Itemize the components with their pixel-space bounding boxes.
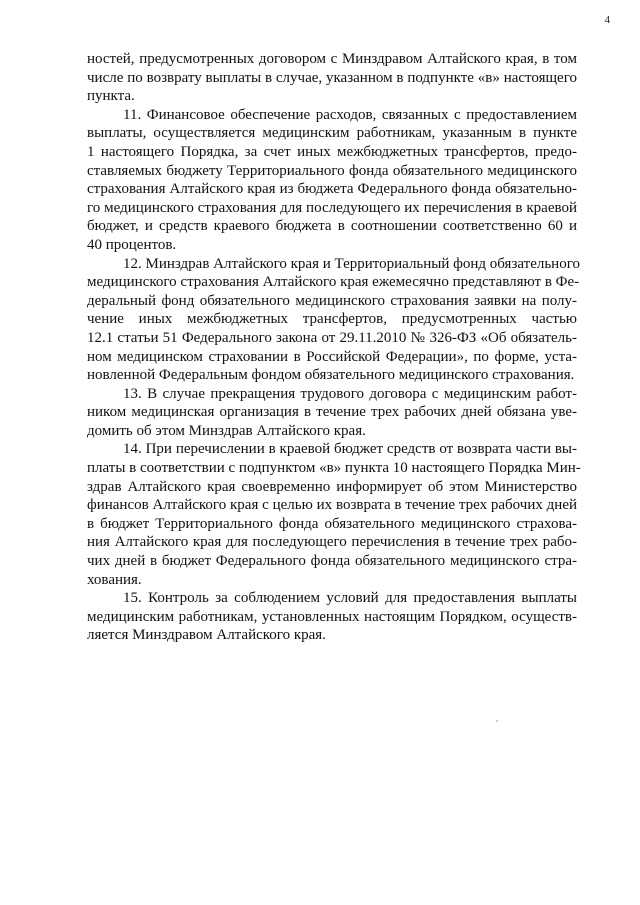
text-line: ставляемых бюджету Территориального фонда обязательного медицинского: [87, 162, 577, 179]
page-number: 4: [604, 14, 610, 26]
text-line: в бюджет Территориального фонда обязательного медицинского страхова-: [87, 515, 577, 532]
text-line: деральный фонд обязательного медицинского страхования заявки на полу-: [87, 292, 577, 309]
text-line: бюджет, и средств краевого бюджета в соотношении соответственно 60 и: [87, 218, 577, 235]
document-body: [87, 50, 581, 645]
text-line: ником медицинская организация в течение трех рабочих дней обязана уве-: [87, 404, 577, 421]
text-line: выплаты, осуществляется медицинским работникам, указанным в пункте: [87, 125, 577, 142]
text-line: 13. В случае прекращения трудового договора с медицинским работ-: [123, 385, 577, 402]
text-line: финансов Алтайского края с целью их возврата в течение трех рабочих дней: [87, 497, 577, 514]
text-line: 15. Контроль за соблюдением условий для предоставления выплаты: [123, 590, 577, 607]
text-line: страхования Алтайского края из бюджета Федерального фонда обязательно-: [87, 181, 577, 198]
text-line: домить об этом Минздрав Алтайского края.: [87, 422, 366, 439]
paragraph-continuation: [87, 50, 577, 106]
text-line: 11. Финансовое обеспечение расходов, связанных с предоставлением: [123, 106, 577, 123]
text-line: числе по возврату выплаты в случае, указанном в подпункте «в» настоящего: [87, 69, 577, 86]
text-line: медицинским работникам, установленных настоящим Порядком, осуществ-: [87, 608, 577, 625]
text-line: 1 настоящего Порядка, за счет иных межбюджетных трансфертов, предо-: [87, 143, 577, 160]
paragraph-15: [87, 589, 577, 645]
text-line: новленной Федеральным фондом обязательного медицинского страхования.: [87, 367, 575, 384]
paragraph-12: [87, 255, 580, 385]
scan-speck: [496, 720, 498, 722]
paragraph-13: [87, 385, 577, 441]
text-line: 12. Минздрав Алтайского края и Территориальный фонд обязательного: [123, 255, 580, 272]
text-line: 14. При перечислении в краевой бюджет средств от возврата части вы-: [123, 441, 577, 458]
text-line: ном медицинском страховании в Российской Федерации», по форме, уста-: [87, 348, 577, 365]
text-line: платы в соответствии с подпунктом «в» пункта 10 настоящего Порядка Мин-: [87, 460, 581, 477]
text-line: ляется Минздравом Алтайского края.: [87, 627, 326, 644]
text-line: ностей, предусмотренных договором с Минздравом Алтайского края, в том: [87, 51, 577, 67]
text-line: го медицинского страхования для последующего их перечисления в краевой: [87, 199, 577, 216]
text-line: пункта.: [87, 88, 135, 105]
text-line: 40 процентов.: [87, 236, 177, 253]
text-line: 12.1 статьи 51 Федерального закона от 29.11.2010 № 326-ФЗ «Об обязатель-: [87, 329, 577, 346]
paragraph-14: [87, 440, 581, 589]
text-line: ния Алтайского края для последующего перечисления в течение трех рабо-: [87, 534, 577, 551]
text-line: хования.: [87, 571, 142, 588]
text-line: чение иных межбюджетных трансфертов, предусмотренных частью: [87, 311, 577, 328]
text-line: здрав Алтайского края своевременно информирует об этом Министерство: [87, 478, 577, 495]
paragraph-11: [87, 106, 577, 255]
text-line: медицинского страхования Алтайского края ежемесячно представляют в Фе-: [87, 274, 580, 291]
text-line: чих дней в бюджет Федерального фонда обязательного медицинского стра-: [87, 553, 577, 570]
